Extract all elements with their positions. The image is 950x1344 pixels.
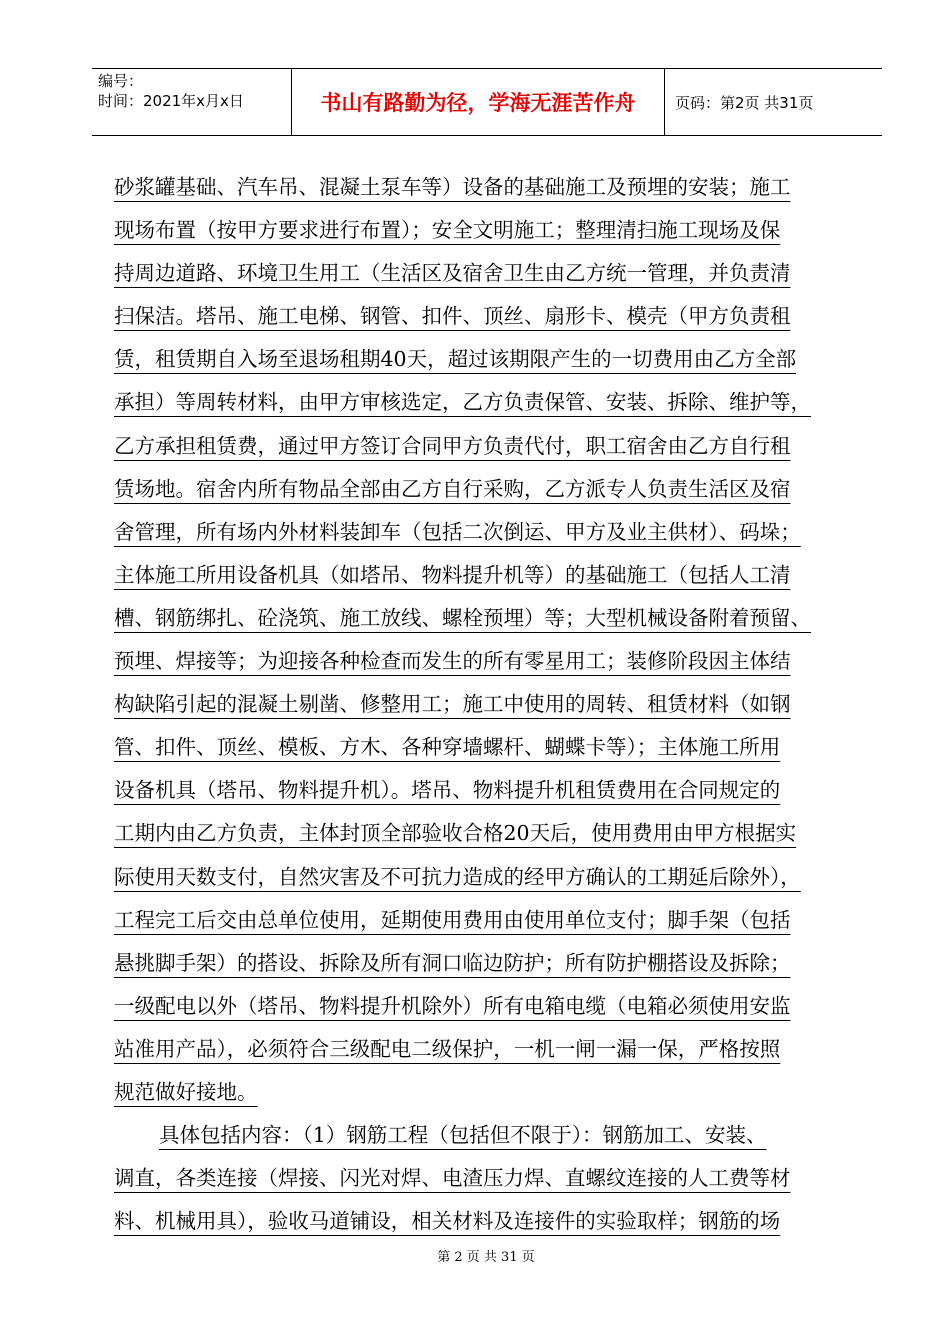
body-line: 工程完工后交由总单位使用，延期使用费用由使用单位支付；脚手架（包括 [114,907,791,932]
body-line: 赁场地。宿舍内所有物品全部由乙方自行采购，乙方派专人负责生活区及宿 [114,476,791,501]
body-line: 舍管理，所有场内外材料装卸车（包括二次倒运、甲方及业主供材）、码垛； [114,519,801,544]
body-line: 现场布置（按甲方要求进行布置）；安全文明施工；整理清扫施工现场及保 [114,218,781,243]
body-line: 站准用产品），必须符合三级配电二级保护，一机一闸一漏一保，严格按照 [114,1036,781,1061]
body-line: 承担）等周转材料，由甲方审核选定，乙方负责保管、安装、拆除、维护等， [114,390,811,415]
body-line: 扫保洁。塔吊、施工电梯、钢管、扣件、顶丝、扇形卡、模壳（甲方负责租 [114,304,791,329]
header-meta [92,69,292,135]
page-footer: 第 2 页 共 31 页 [437,1250,535,1265]
body-line: 规范做好接地。 [114,1079,258,1104]
body-line: 悬挑脚手架）的搭设、拆除及所有洞口临边防护；所有防护棚搭设及拆除； [114,950,791,975]
body-line: 预埋、焊接等；为迎接各种检查而发生的所有零星用工；装修阶段因主体结 [114,649,791,674]
body-line-paragraph-start: 具体包括内容：（1）钢筋工程（包括但不限于）：钢筋加工、安装、 [159,1123,767,1148]
document-body [114,166,884,1243]
header-motto: 书山有路勤为径，学海无涯苦作舟 [292,69,665,135]
body-line: 槽、钢筋绑扎、砼浇筑、施工放线、螺栓预埋）等；大型机械设备附着预留、 [114,605,811,630]
body-line: 料、机械用具），验收马道铺设，相关材料及连接件的实验取样；钢筋的场 [114,1209,781,1234]
document-number-label: 编号： [98,72,144,90]
body-line: 管、扣件、顶丝、模板、方木、各种穿墙螺杆、蝴蝶卡等）；主体施工所用 [114,735,781,760]
body-line: 一级配电以外（塔吊、物料提升机除外）所有电箱电缆（电箱必须使用安监 [114,993,791,1018]
body-line: 主体施工所用设备机具（如塔吊、物料提升机等）的基础施工（包括人工清 [114,562,791,587]
body-line: 际使用天数支付，自然灾害及不可抗力造成的经甲方确认的工期延后除外）， [114,864,801,889]
body-line: 持周边道路、环境卫生用工（生活区及宿舍卫生由乙方统一管理，并负责清 [114,261,791,286]
header-page-number: 页码：第2页 共31页 [675,93,814,112]
body-line: 调直，各类连接（焊接、闪光对焊、电渣压力焊、直螺纹连接的人工费等材 [114,1166,791,1191]
body-line: 设备机具（塔吊、物料提升机）。塔吊、物料提升机租赁费用在合同规定的 [114,778,781,803]
document-time-label: 时间：2021年x月x日 [98,92,244,110]
page-header [92,68,882,136]
body-line: 构缺陷引起的混凝土剔凿、修整用工；施工中使用的周转、租赁材料（如钢 [114,692,791,717]
body-line: 乙方承担租赁费，通过甲方签订合同甲方负责代付，职工宿舍由乙方自行租 [114,433,791,458]
body-line: 砂浆罐基础、汽车吊、混凝土泵车等）设备的基础施工及预埋的安装；施工 [114,175,791,199]
body-line: 赁，租赁期自入场至退场租期40天，超过该期限产生的一切费用由乙方全部 [114,347,797,372]
body-line: 工期内由乙方负责，主体封顶全部验收合格20天后，使用费用由甲方根据实 [114,821,797,846]
